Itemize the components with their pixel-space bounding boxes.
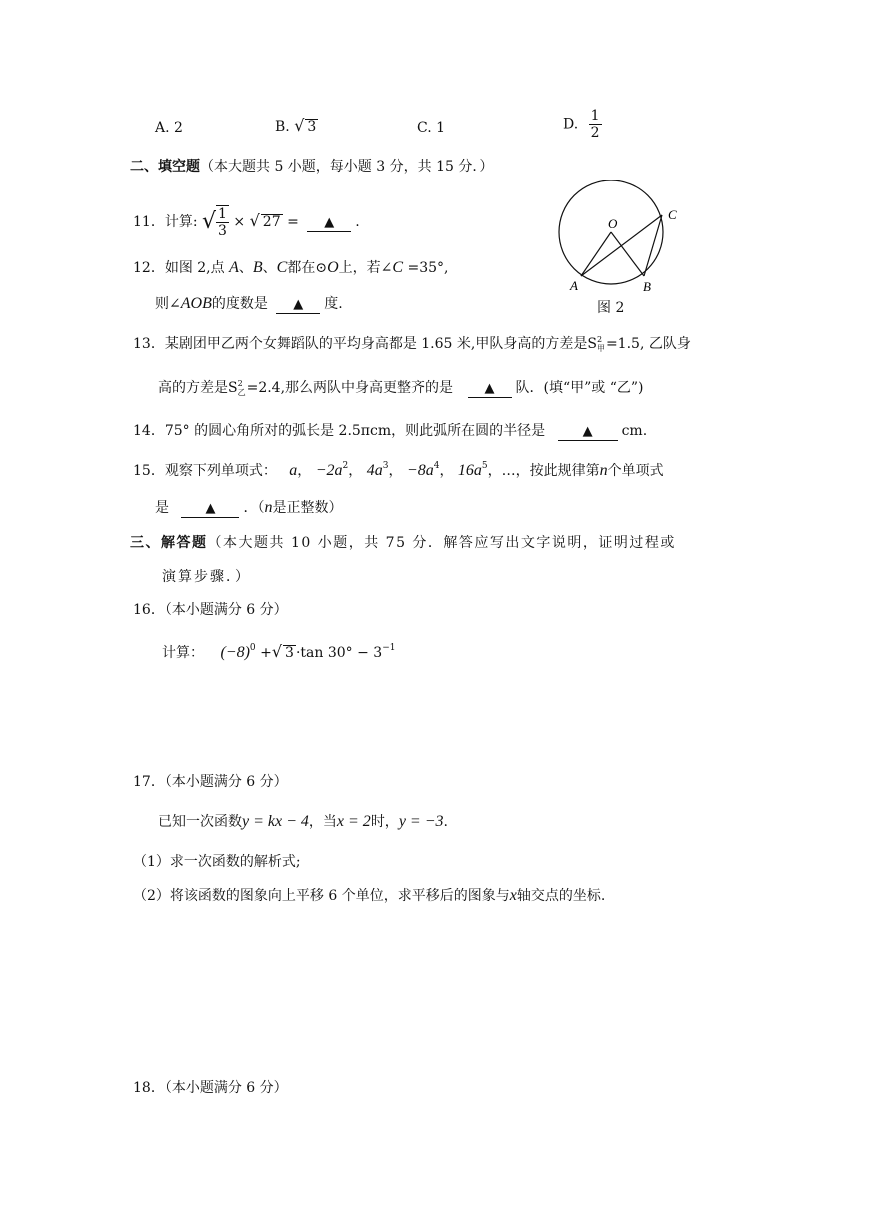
question-13-line2: 高的方差是S 2 乙 =2.4,那么两队中身高更整齐的是 ▲ 队．(填“甲”或 “乙”) [158,379,644,397]
label-b: B [643,279,651,294]
question-11: 11．计算: √ $\frac{1}{3}$ × √ 27 = ▲ . [133,206,360,239]
question-15-line2: 是 ▲ ．（n是正整数） [155,499,343,516]
segment-ob [611,232,644,276]
question-18-header: 18．（本小题满分 6 分） [133,1080,288,1096]
question-17-header: 17．（本小题满分 6 分） [133,774,288,790]
answer-blank-15: ▲ [181,500,239,518]
answer-blank-14: ▲ [558,423,618,441]
option-b: B. √ 3 [275,116,317,135]
answer-blank-13: ▲ [468,380,512,398]
answer-blank-11: ▲ [307,214,351,232]
section-3-heading-cont: 演算步骤．） [162,569,251,585]
question-13-line1: 13．某剧团甲乙两个女舞蹈队的平均身高都是 1.65 米,甲队身高的方差是S 2 甲 =1.5, 乙队身 [133,335,691,353]
figure-caption: 图 2 [597,300,625,316]
segment-bc [644,215,662,276]
question-17-part2: （2）将该函数的图象向上平移 6 个单位，求平移后的图象与x轴交点的坐标. [133,887,606,904]
option-a: A. 2 [155,120,183,136]
question-14: 14．75° 的圆心角所对的弧长是 2.5πcm，则此弧所在圆的半径是 ▲ cm. [133,423,648,439]
label-c: C [668,207,677,222]
answer-blank-12: ▲ [276,296,320,314]
option-d: D. $\frac{1}{2}$ [563,108,600,141]
option-c: C. 1 [417,120,446,136]
question-16-header: 16．（本小题满分 6 分） [133,602,288,618]
label-a: A [570,278,578,293]
question-12-line2: 则∠AOB的度数是 ▲ 度. [155,295,343,312]
question-17-body: 已知一次函数y = kx − 4，当x = 2时，y = −3. [158,813,448,830]
label-o: O [608,216,618,231]
question-15-line1: 15．观察下列单项式： a， $-2a^2$， $4a^3$， $-8a^4$， $16a^5$，…，按此规律第n个单项式 [133,461,664,479]
question-17-part1: （1）求一次函数的解析式; [133,854,301,870]
segment-oa [581,232,611,276]
section-3-heading: 三、解答题（本大题共 10 小题，共 75 分．解答应写出文字说明，证明过程或 [130,535,676,551]
question-16-body: 计算： $(-8)^0$ +√ 3 ·tan $30^\circ - 3^{-1}$ [162,642,396,661]
section-2-heading: 二、填空题（本大题共 5 小题，每小题 3 分，共 15 分．） [130,159,494,175]
question-12-line1: 12．如图 2,点 A、B、C都在⊙O上，若∠C =35°, [133,259,449,276]
